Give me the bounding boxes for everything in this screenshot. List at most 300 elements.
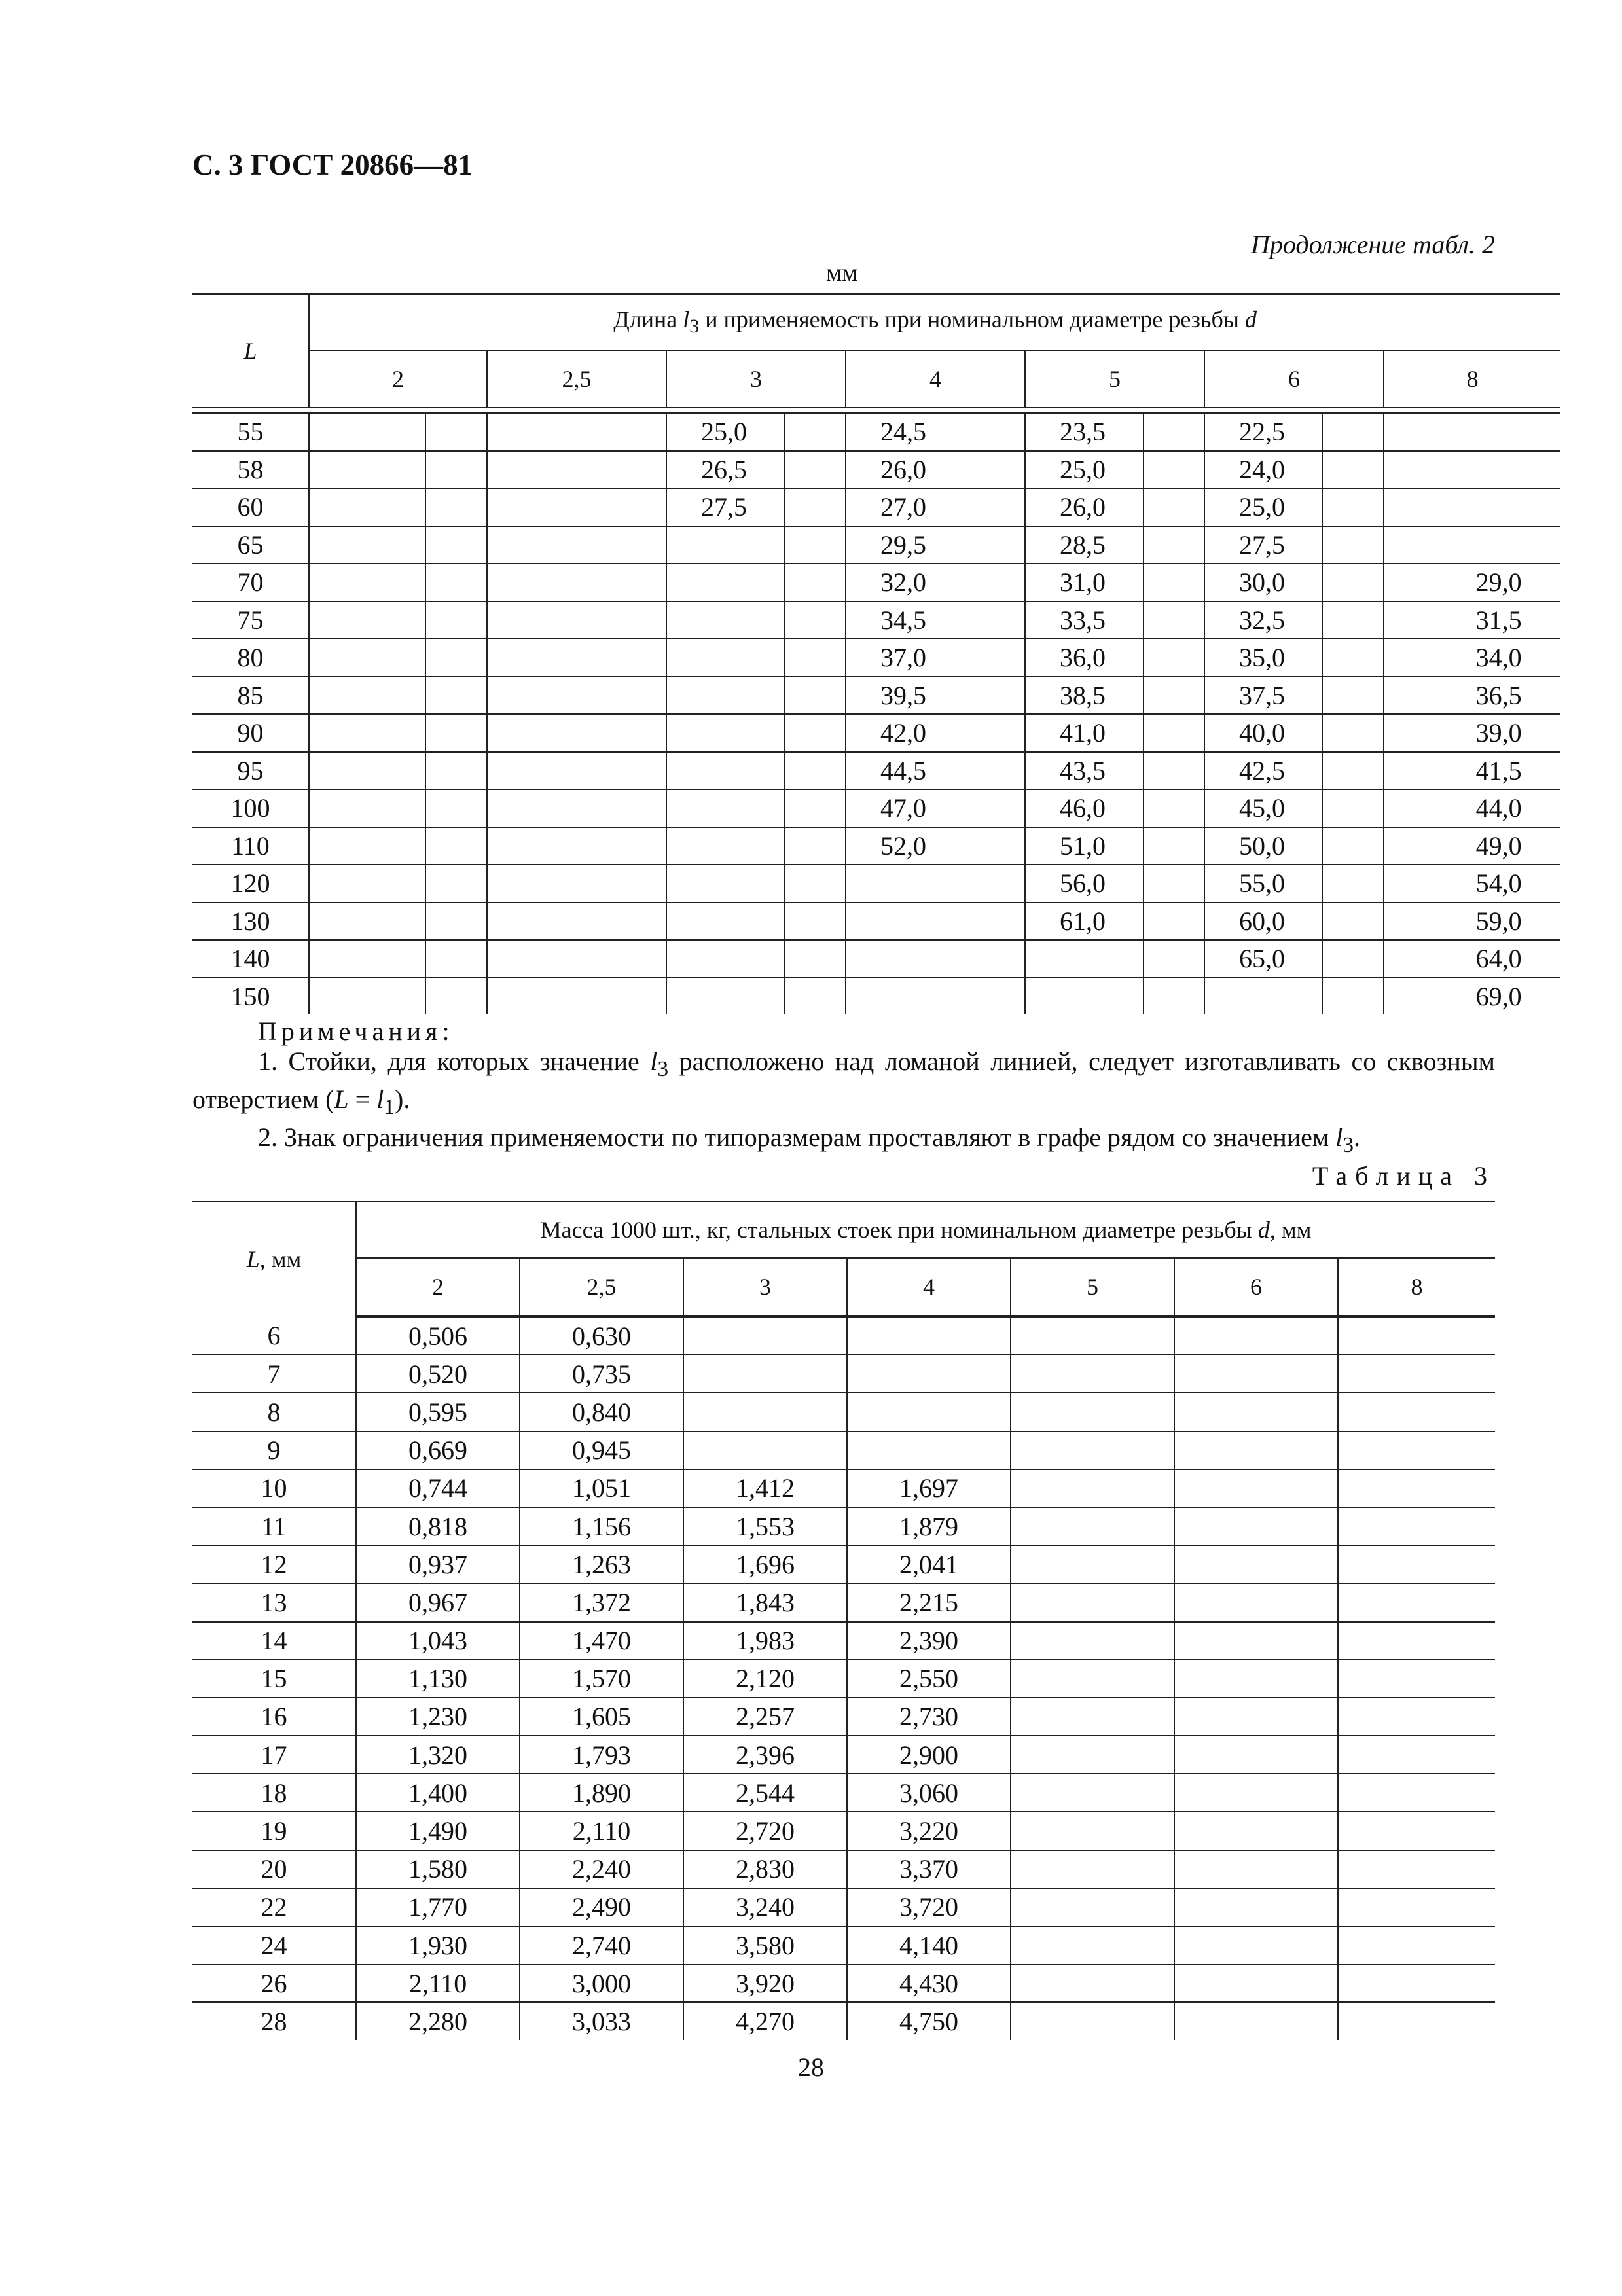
cell-mass: 1,470 [520,1622,683,1660]
cell-mark [1322,865,1384,903]
cell-mark [964,564,1025,601]
diameter-header: 5 [1011,1258,1174,1316]
cell-d2 [309,488,425,526]
cell-mass [1011,1622,1174,1660]
cell-mass [1011,1316,1174,1355]
cell-mass: 0,669 [356,1431,520,1469]
cell-mass: 2,041 [847,1545,1011,1583]
cell-d6: 25,0 [1204,488,1322,526]
cell-d2 [309,827,425,865]
cell-d2 [309,865,425,903]
cell-mark [1143,714,1204,752]
cell-d8 [1384,526,1560,564]
cell-mark [1143,752,1204,790]
table-row [192,865,1560,903]
cell-mass [847,1393,1011,1431]
cell-mark [1143,865,1204,903]
cell-mass: 3,220 [847,1812,1011,1850]
table-row [192,1469,1495,1507]
cell-mark [605,827,666,865]
cell-d2 [309,564,425,601]
cell-mass: 2,900 [847,1736,1011,1774]
cell-mass [1174,1622,1338,1660]
cell-d5: 36,0 [1025,639,1143,677]
cell-mark [784,827,846,865]
cell-mark [964,940,1025,978]
cell-d3 [666,940,784,978]
cell-mark [964,413,1025,451]
cell-d6: 35,0 [1204,639,1322,677]
cell-mass [1338,1888,1495,1926]
cell-mark [605,526,666,564]
cell-mass: 2,390 [847,1622,1011,1660]
cell-mark [1322,677,1384,715]
cell-d2 [309,677,425,715]
cell-mark [1322,903,1384,941]
row-L: 9 [192,1431,356,1469]
cell-mark [605,903,666,941]
cell-d8: 36,5 [1384,677,1560,715]
cell-d5: 23,5 [1025,413,1143,451]
cell-d3: 26,5 [666,451,784,489]
table-row [192,639,1560,677]
cell-mark [1143,601,1204,639]
cell-mass [1011,1964,1174,2002]
table-row [192,1850,1495,1888]
cell-mark [1322,752,1384,790]
cell-mass [1174,1812,1338,1850]
cell-d3: 27,5 [666,488,784,526]
table-2 [192,293,1560,1014]
cell-mark [605,752,666,790]
cell-d4: 52,0 [846,827,964,865]
cell-d5: 28,5 [1025,526,1143,564]
cell-mass [1338,1393,1495,1431]
cell-d8 [1384,488,1560,526]
cell-mass: 2,544 [683,1774,847,1812]
page-number: 28 [798,2053,824,2082]
cell-mark [1322,564,1384,601]
cell-d3 [666,789,784,827]
row-L: 90 [192,714,309,752]
cell-d6: 45,0 [1204,789,1322,827]
cell-mark [605,488,666,526]
column-header-L-mm: L, мм [192,1202,356,1316]
cell-mass: 0,744 [356,1469,520,1507]
table-row [192,1507,1495,1545]
cell-d8: 34,0 [1384,639,1560,677]
cell-mass [1338,1583,1495,1621]
cell-mass: 2,110 [356,1964,520,2002]
units-label: мм [826,259,858,287]
cell-d8: 31,5 [1384,601,1560,639]
cell-mass: 2,215 [847,1583,1011,1621]
cell-mass: 1,400 [356,1774,520,1812]
cell-mass [1011,1926,1174,1964]
table-row [192,2002,1495,2039]
cell-mass: 3,060 [847,1774,1011,1812]
cell-mass: 1,230 [356,1698,520,1736]
cell-mass [1338,1964,1495,2002]
cell-mass: 1,983 [683,1622,847,1660]
cell-mass: 2,240 [520,1850,683,1888]
row-L: 8 [192,1393,356,1431]
cell-d25 [487,752,605,790]
row-L: 24 [192,1926,356,1964]
table-row [192,1583,1495,1621]
cell-mass: 3,033 [520,2002,683,2039]
notes [192,1016,1495,1160]
cell-mass: 2,740 [520,1926,683,1964]
cell-d8: 39,0 [1384,714,1560,752]
cell-d2 [309,903,425,941]
cell-d3 [666,827,784,865]
row-L: 15 [192,1660,356,1698]
cell-mass [1338,1774,1495,1812]
table-row [192,714,1560,752]
cell-mark [425,940,487,978]
table-row [192,978,1560,1015]
row-L: 75 [192,601,309,639]
cell-mass [1174,1850,1338,1888]
cell-mass [1338,1316,1495,1355]
cell-mass [683,1393,847,1431]
cell-mark [1143,488,1204,526]
cell-d3 [666,639,784,677]
row-L: 7 [192,1355,356,1393]
row-L: 58 [192,451,309,489]
cell-mark [1143,789,1204,827]
cell-mass: 1,320 [356,1736,520,1774]
cell-mark [605,639,666,677]
row-L: 130 [192,903,309,941]
cell-mass: 3,580 [683,1926,847,1964]
cell-d6: 27,5 [1204,526,1322,564]
cell-d8: 59,0 [1384,903,1560,941]
cell-mass [1338,1736,1495,1774]
cell-d8 [1384,451,1560,489]
row-L: 140 [192,940,309,978]
cell-mark [964,789,1025,827]
cell-d4 [846,940,964,978]
cell-d2 [309,526,425,564]
cell-mass [847,1316,1011,1355]
cell-mass [847,1355,1011,1393]
row-L: 22 [192,1888,356,1926]
cell-d25 [487,601,605,639]
table-2-caption: Длина $l_3$ и применяемость при номинальном диаметре резьбы d [309,294,1560,350]
cell-mass [1338,1660,1495,1698]
cell-mark [784,526,846,564]
cell-mark [425,714,487,752]
row-L: 14 [192,1622,356,1660]
cell-mass [1174,1888,1338,1926]
cell-mass: 1,930 [356,1926,520,1964]
cell-mass [1011,1393,1174,1431]
diameter-header: 4 [847,1258,1011,1316]
table-row [192,789,1560,827]
cell-d5: 61,0 [1025,903,1143,941]
cell-d5 [1025,978,1143,1015]
cell-d8: 69,0 [1384,978,1560,1015]
row-L: 20 [192,1850,356,1888]
cell-d3 [666,601,784,639]
cell-mass [1338,1507,1495,1545]
cell-mass [1011,2002,1174,2039]
cell-mass: 1,553 [683,1507,847,1545]
diameter-header: 8 [1384,350,1560,408]
cell-mark [1143,677,1204,715]
row-L: 60 [192,488,309,526]
cell-d2 [309,789,425,827]
cell-mark [964,451,1025,489]
cell-mark [1143,564,1204,601]
cell-mass [1011,1850,1174,1888]
cell-mark [784,978,846,1015]
cell-mass [1011,1698,1174,1736]
cell-mass [1011,1888,1174,1926]
cell-mass [1338,1698,1495,1736]
table-row [192,1812,1495,1850]
cell-mark [425,789,487,827]
cell-d25 [487,413,605,451]
cell-mark [1143,903,1204,941]
row-L: 18 [192,1774,356,1812]
table-row [192,488,1560,526]
cell-mark [964,827,1025,865]
cell-mark [784,488,846,526]
cell-d5: 33,5 [1025,601,1143,639]
cell-mass [1174,2002,1338,2039]
cell-d5: 46,0 [1025,789,1143,827]
row-L: 12 [192,1545,356,1583]
cell-d8: 41,5 [1384,752,1560,790]
cell-d4: 29,5 [846,526,964,564]
cell-d5: 51,0 [1025,827,1143,865]
cell-mass: 0,937 [356,1545,520,1583]
cell-mark [784,601,846,639]
cell-d4: 27,0 [846,488,964,526]
cell-mass: 0,818 [356,1507,520,1545]
cell-mass: 2,396 [683,1736,847,1774]
table-3-label: Таблица 3 [1312,1161,1495,1191]
diameter-header: 3 [666,350,846,408]
cell-mark [425,564,487,601]
cell-d6: 55,0 [1204,865,1322,903]
cell-mass [1011,1812,1174,1850]
table-row [192,1622,1495,1660]
cell-mark [605,714,666,752]
table-row [192,413,1560,451]
row-L: 95 [192,752,309,790]
table-row [192,1660,1495,1698]
cell-mass [683,1355,847,1393]
table-row [192,1888,1495,1926]
cell-mark [784,451,846,489]
cell-mass: 2,280 [356,2002,520,2039]
cell-mark [1143,451,1204,489]
cell-d3 [666,865,784,903]
cell-d4 [846,978,964,1015]
cell-mass: 1,130 [356,1660,520,1698]
cell-d8: 44,0 [1384,789,1560,827]
diameter-header: 3 [683,1258,847,1316]
cell-d25 [487,940,605,978]
row-L: 110 [192,827,309,865]
cell-mark [1322,789,1384,827]
table-row [192,752,1560,790]
cell-mass [683,1431,847,1469]
cell-d25 [487,451,605,489]
table-row [192,451,1560,489]
cell-d4: 24,5 [846,413,964,451]
cell-mass [1174,1507,1338,1545]
cell-mark [425,526,487,564]
cell-d25 [487,564,605,601]
cell-mark [425,451,487,489]
cell-d8: 49,0 [1384,827,1560,865]
diameter-header: 2,5 [487,350,666,408]
table-row [192,1431,1495,1469]
cell-mass: 0,520 [356,1355,520,1393]
row-L: 16 [192,1698,356,1736]
table-row [192,1964,1495,2002]
cell-mark [1143,526,1204,564]
cell-mass [1338,1850,1495,1888]
cell-mark [1322,978,1384,1015]
cell-mass: 4,430 [847,1964,1011,2002]
cell-mass [1338,1545,1495,1583]
cell-mass: 1,412 [683,1469,847,1507]
cell-mass [1338,1469,1495,1507]
cell-d4: 47,0 [846,789,964,827]
cell-mark [964,865,1025,903]
cell-mass: 1,605 [520,1698,683,1736]
cell-d4 [846,865,964,903]
diameter-header: 5 [1025,350,1204,408]
cell-mark [605,940,666,978]
cell-mass: 1,580 [356,1850,520,1888]
cell-mass [1174,1316,1338,1355]
cell-mark [1322,526,1384,564]
cell-mass: 3,920 [683,1964,847,2002]
cell-mass [1174,1431,1338,1469]
notes-title: Примечания: [258,1016,454,1046]
cell-mark [1143,978,1204,1015]
cell-d3 [666,978,784,1015]
cell-mass: 1,043 [356,1622,520,1660]
cell-mass: 0,967 [356,1583,520,1621]
cell-mark [605,601,666,639]
table-row [192,1736,1495,1774]
cell-mark [1143,827,1204,865]
cell-mark [605,789,666,827]
cell-mark [425,978,487,1015]
table-3 [192,1201,1495,2040]
cell-d3 [666,526,784,564]
cell-d6: 22,5 [1204,413,1322,451]
cell-d6: 60,0 [1204,903,1322,941]
cell-d5: 38,5 [1025,677,1143,715]
cell-d5: 41,0 [1025,714,1143,752]
cell-mark [1322,601,1384,639]
cell-d3 [666,752,784,790]
cell-d2 [309,714,425,752]
cell-mass: 1,879 [847,1507,1011,1545]
cell-d5: 25,0 [1025,451,1143,489]
cell-mass [1011,1507,1174,1545]
cell-mass [1338,1926,1495,1964]
cell-mass [1338,1431,1495,1469]
cell-d3 [666,714,784,752]
cell-mark [964,978,1025,1015]
row-L: 13 [192,1583,356,1621]
cell-mass [1174,1355,1338,1393]
cell-d2 [309,752,425,790]
cell-mass [1174,1393,1338,1431]
cell-mark [784,564,846,601]
diameter-header: 4 [846,350,1025,408]
cell-mass [1174,1660,1338,1698]
cell-d6: 32,5 [1204,601,1322,639]
row-L: 6 [192,1316,356,1355]
cell-mark [605,413,666,451]
cell-mark [605,978,666,1015]
cell-mass: 3,370 [847,1850,1011,1888]
table-row [192,1698,1495,1736]
row-L: 55 [192,413,309,451]
cell-mass [847,1431,1011,1469]
table-row [192,827,1560,865]
cell-mass: 1,770 [356,1888,520,1926]
cell-mark [425,752,487,790]
row-L: 80 [192,639,309,677]
cell-d4: 32,0 [846,564,964,601]
cell-mass [1174,1964,1338,2002]
cell-d8: 64,0 [1384,940,1560,978]
table-row [192,677,1560,715]
diameter-header: 6 [1174,1258,1338,1316]
cell-mass [1011,1545,1174,1583]
cell-mark [425,601,487,639]
cell-d6: 42,5 [1204,752,1322,790]
cell-d5: 43,5 [1025,752,1143,790]
cell-mass: 3,000 [520,1964,683,2002]
cell-d3 [666,903,784,941]
row-L: 65 [192,526,309,564]
cell-d6 [1204,978,1322,1015]
cell-mark [784,940,846,978]
cell-d2 [309,413,425,451]
cell-d3 [666,677,784,715]
cell-mark [1322,488,1384,526]
cell-d3 [666,564,784,601]
cell-mark [425,865,487,903]
cell-d25 [487,488,605,526]
diameter-header: 2 [356,1258,520,1316]
cell-mark [605,677,666,715]
cell-mark [964,752,1025,790]
row-L: 11 [192,1507,356,1545]
cell-d4: 26,0 [846,451,964,489]
cell-mass: 2,110 [520,1812,683,1850]
diameter-header: 8 [1338,1258,1495,1316]
row-L: 85 [192,677,309,715]
cell-mark [1322,451,1384,489]
cell-mark [1143,413,1204,451]
cell-mass: 1,490 [356,1812,520,1850]
table-row [192,1316,1495,1355]
